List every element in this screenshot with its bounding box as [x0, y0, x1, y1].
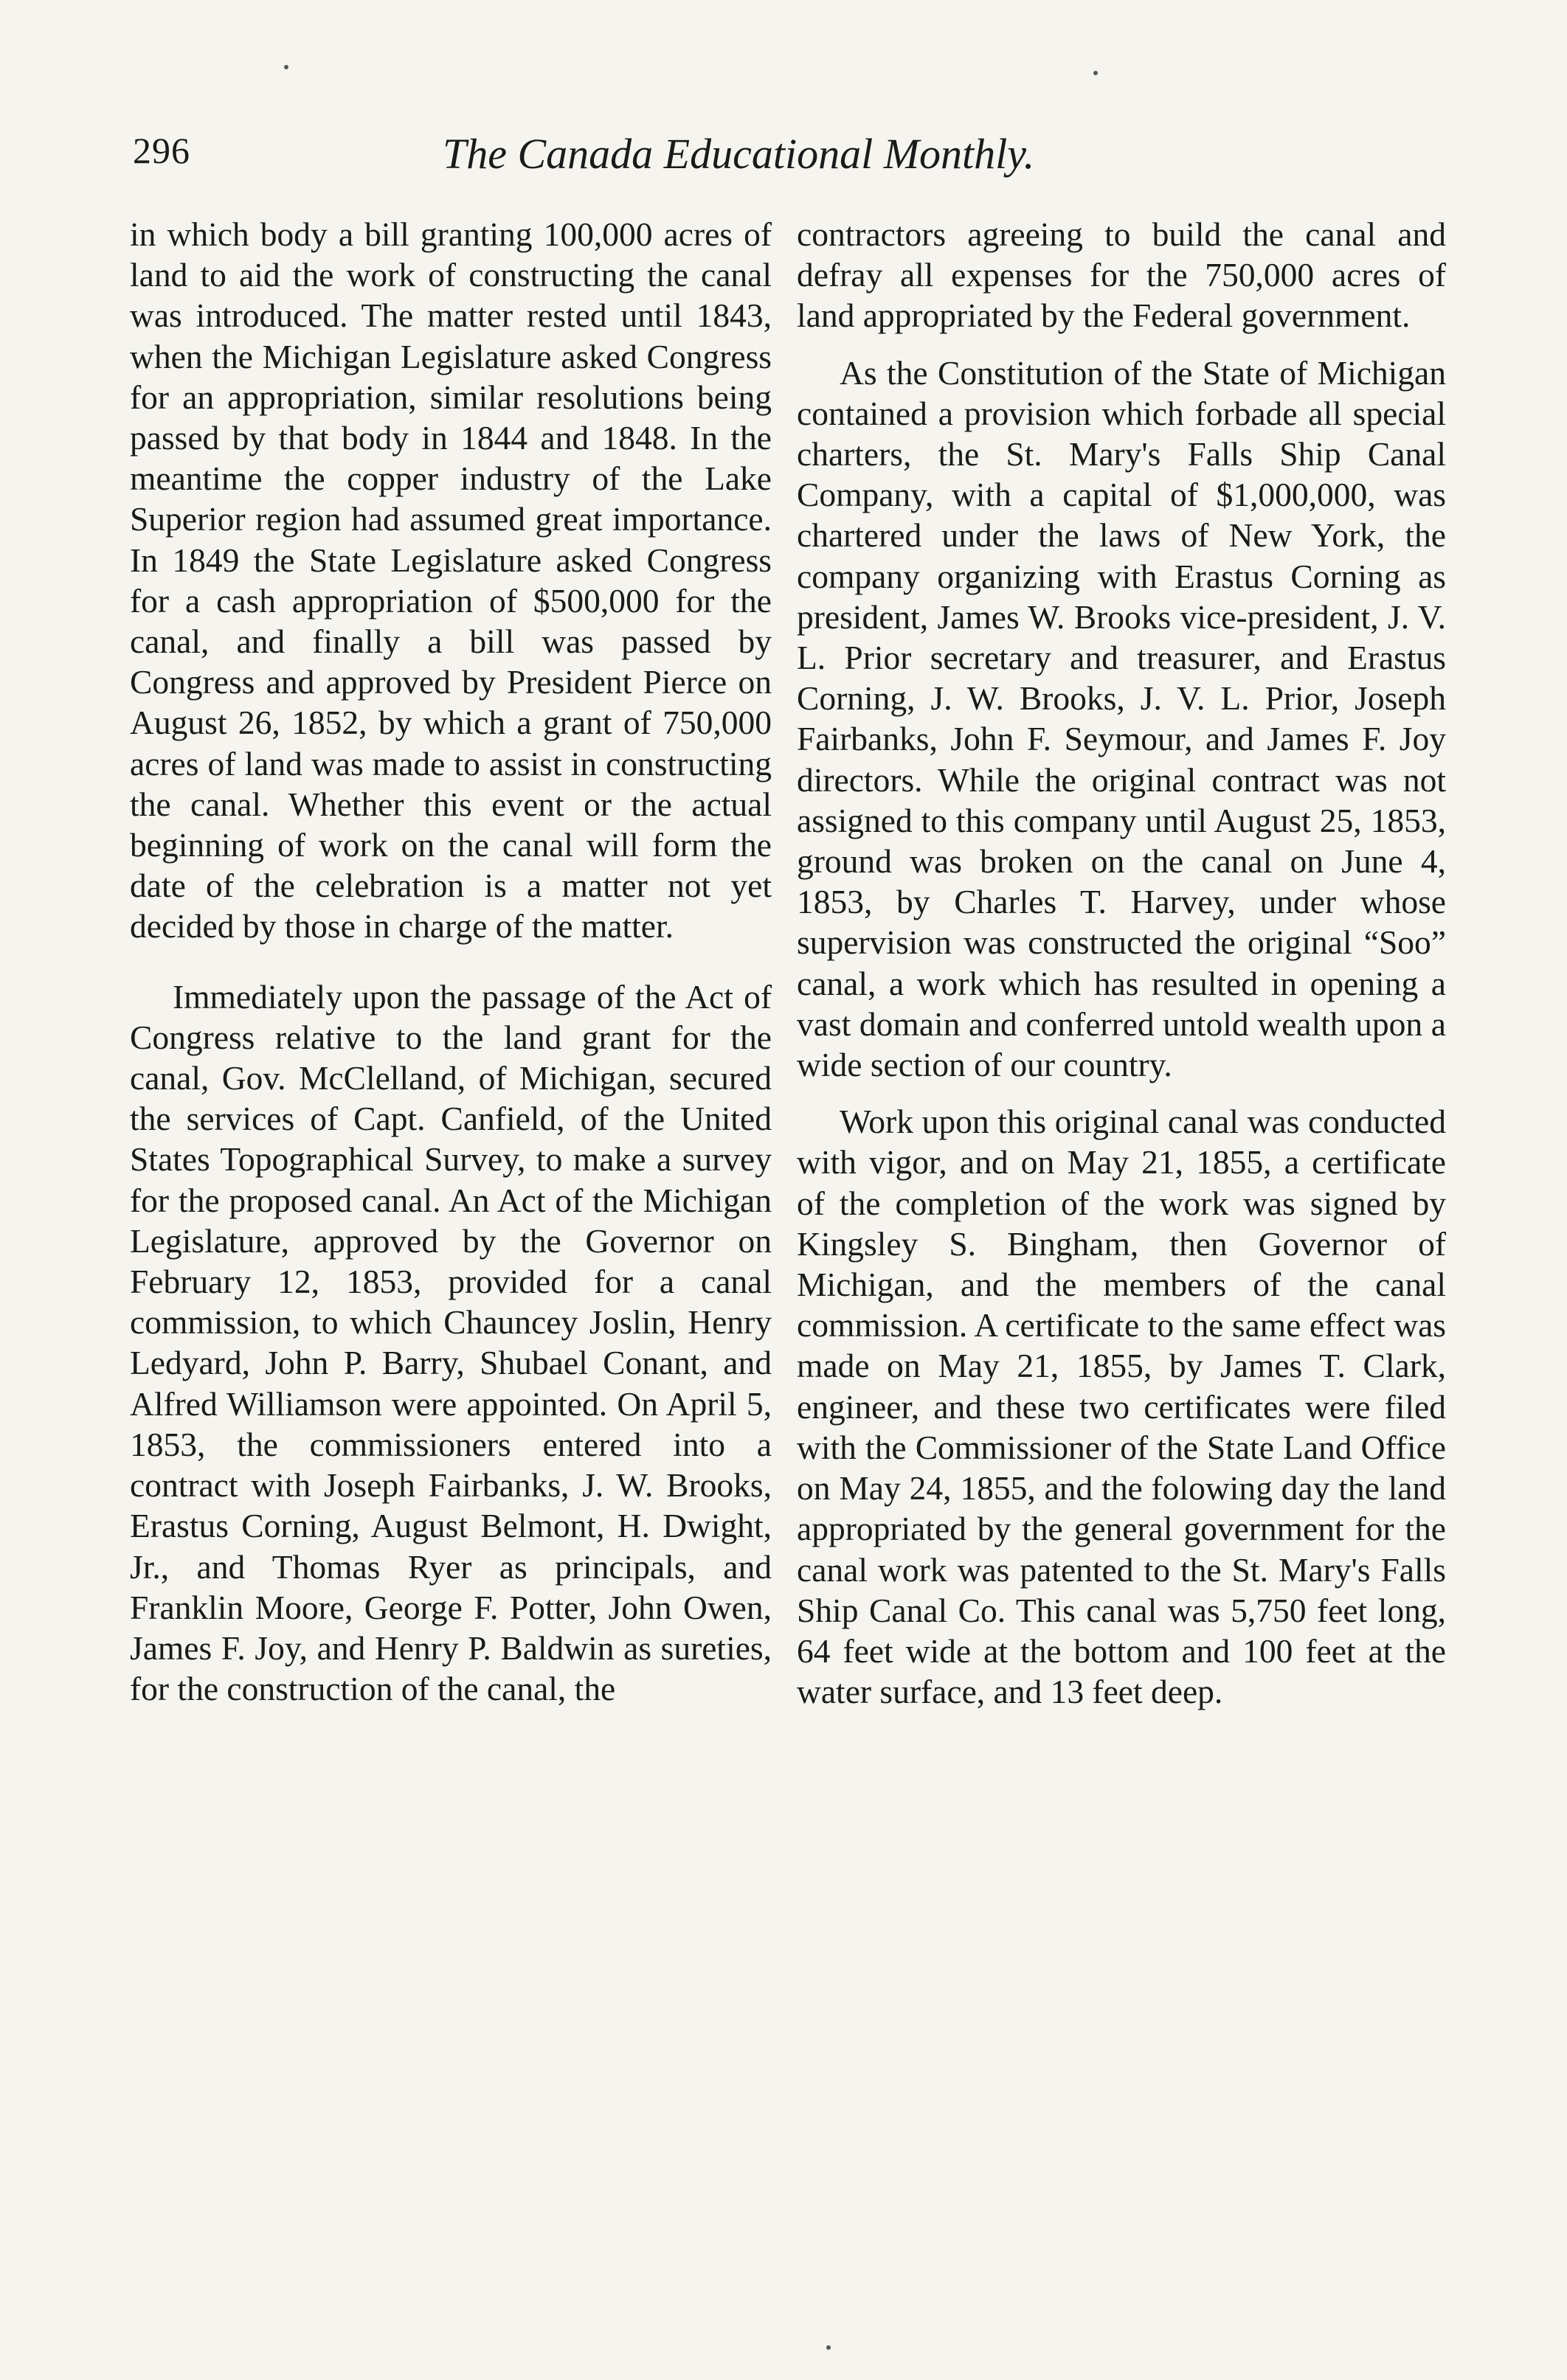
scan-speck	[826, 2345, 831, 2350]
scan-speck	[284, 65, 288, 69]
right-paragraph-3: Work upon this original canal was conducted with vigor, and on May 21, 1855, a certificate of the completion of the work was signed by Kingsley S. Bingham, then Governor of Michigan, and the members of the canal commission. A certificate to the same effect was made on May 21, 1855, by James T. Clark, engineer, and these two certificates were filed with the Commissioner of the State Land Office on May 24, 1855, and the folowing day the land appropriated by the general government for the canal work was patented to the St. Mary's Falls Ship Canal Co. This canal was 5,750 feet long, 64 feet wide at the bottom and 100 feet at the water surface, and 13 feet deep.	[797, 1103, 1446, 1711]
running-title: The Canada Educational Monthly.	[443, 130, 1035, 178]
left-paragraph-1: in which body a bill granting 100,000 acres of land to aid the work of constructing the canal was introduced. The matter rested until 1843, when the Michigan Legislature asked Congress for an appropriation, similar resolutions being passed by that body in 1844 and 1848. In the meantime the copper industry of the Lake Superior region had assumed great importance. In 1849 the State Legislature asked Congress for a cash appropriation of $500,000 for the canal, and finally a bill was passed by Congress and approved by President Pierce on August 26, 1852, by which a grant of 750,000 acres of land was made to assist in constructing the canal. Whether this event or the actual beginning of work on the canal will form the date of the celebration is a matter not yet decided by those in charge of the matter.	[130, 215, 772, 946]
left-column	[130, 214, 772, 1709]
right-column	[797, 214, 1446, 1712]
scan-speck	[1093, 71, 1098, 75]
right-paragraph-2: As the Constitution of the State of Michigan contained a provision which forbade all special charters, the St. Mary's Falls Ship Canal Company, with a capital of $1,000,000, was chartered under the laws of New York, the company organizing with Erastus Corning as president, James W. Brooks vice-president, J. V. L. Prior secretary and treasurer, and Erastus Corning, J. W. Brooks, J. V. L. Prior, Joseph Fairbanks, John F. Seymour, and James F. Joy directors. While the original contract was not assigned to this company until August 25, 1853, ground was broken on the canal on June 4, 1853, by Charles T. Harvey, under whose supervision was constructed the original “Soo” canal, a work which has resulted in opening a vast domain and conferred untold wealth upon a wide section of our country.	[797, 353, 1446, 1084]
page-number: 296	[133, 130, 190, 171]
right-paragraph-1: contractors agreeing to build the canal and defray all expenses for the 750,000 acres of land appropriated by the Federal government.	[797, 215, 1446, 335]
page-header	[133, 129, 1446, 188]
left-paragraph-2: Immediately upon the passage of the Act of Congress relative to the land grant for the canal, Gov. McClelland, of Michigan, secured the services of Capt. Canfield, of the United States Topographical Survey, to make a survey for the proposed canal. An Act of the Michigan Legislature, approved by the Governor on February 12, 1853, provided for a canal commission, to which Chauncey Joslin, Henry Ledyard, John P. Barry, Shubael Conant, and Alfred Williamson were appointed. On April 5, 1853, the commissioners entered into a contract with Joseph Fairbanks, J. W. Brooks, Erastus Corning, August Belmont, H. Dwight, Jr., and Thomas Ryer as principals, and Franklin Moore, George F. Potter, John Owen, James F. Joy, and Henry P. Baldwin as sureties, for the construction of the canal, the	[130, 977, 772, 1708]
